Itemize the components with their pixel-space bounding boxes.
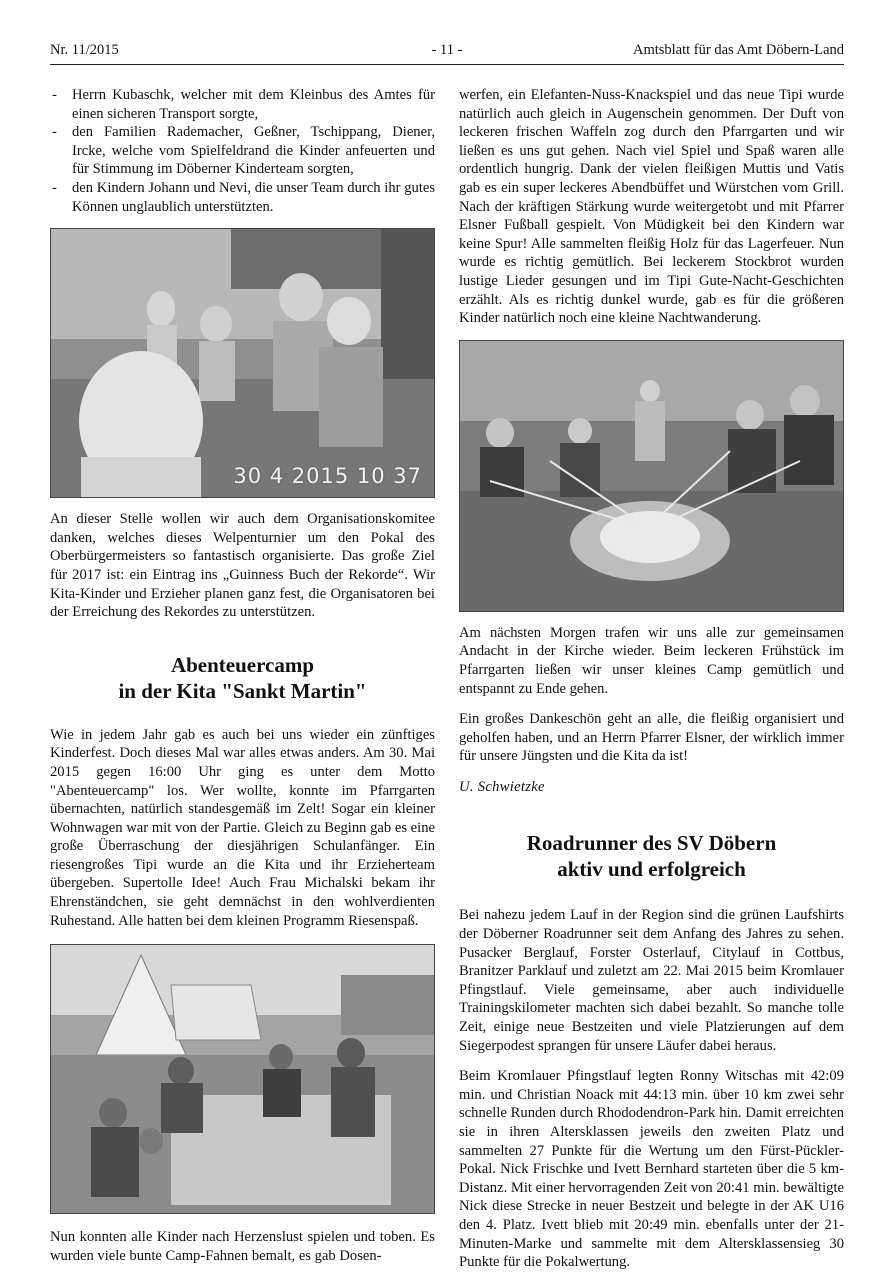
photo-campfire xyxy=(459,340,844,612)
play-paragraph: Nun konnten alle Kinder nach Herzenslust spielen und toben. Es wurden viele bunte Camp-Fahnen bemalt, es gab Dosen- xyxy=(50,1229,435,1264)
page-number: - 11 - xyxy=(431,42,463,58)
page-header xyxy=(50,40,844,65)
camp-title-line1: Abenteuercamp xyxy=(170,652,315,677)
camp-title-line2: in der Kita "Sankt Martin" xyxy=(118,678,367,703)
list-item: - Herrn Kubaschk, welcher mit dem Kleinbus des Amtes für einen sicheren Transport sorgte, xyxy=(50,86,435,123)
runner-title-line1: Roadrunner des SV Döbern xyxy=(526,831,777,856)
morning-paragraph: Am nächsten Morgen trafen wir uns alle zur gemeinsamen Andacht in der Kirche wieder. Beim leckeren Frühstück im Pfarrgarten ließen wir unser kleines Camp gemütlich und entspannt zu Ende gehen. xyxy=(459,624,844,697)
right-column xyxy=(459,86,844,1272)
runner-title xyxy=(459,830,844,882)
left-column xyxy=(50,86,435,1265)
thanks-list xyxy=(50,86,435,216)
camp-paragraph: Wie in jedem Jahr gab es auch bei uns wieder ein zünftiges Kinderfest. Doch dieses Mal war alles etwas anders. Am 30. Mai 2015 gegen 16:00 Uhr ging es unter dem Motto "Abenteuercamp" los. Wer wollte, konnte im Pfarrgarten übernachten, natürlich standesgemäß im Zelt! Sogar ein kleiner Wohnwagen war mit von der Partie. Gleich zu Beginn gab es eine große Überraschung der diesjährigen Schulanfänger. Ein riesengroßes Tipi wurde an die Kita und ihr Erzieherteam übergeben. Supertolle Idee! Auch Frau Michalski bekam ihr Ehrenständchen, sie geht demnächst in den wohlverdienten Ruhestand. Alle hatten bei dem kleinen Programm Riesenspaß. xyxy=(50,726,435,929)
list-item: - den Kindern Johann und Nevi, die unser Team durch ihr gutes Können unglaublich unterstützten. xyxy=(50,179,435,216)
organizer-thanks-paragraph: An dieser Stelle wollen wir auch dem Organisationskomitee danken, welches dieses Welpenturnier um den Pokal des Oberbürgermeisters so fantastisch organisierte. Das große Ziel für 2017 ist: ein Eintrag ins „Guinness Buch der Rekorde“. Wir Kita-Kinder und Erzieher planen ganz fest, die Organisatoren bei der Erreichung des Rekordes zu unterstützen. xyxy=(50,511,435,621)
list-item: - den Familien Rademacher, Geßner, Tschippang, Diener, Ircke, welche vom Spielfeldrand die Kinder anfeuerten und für Stimmung im Döberner Kinderteam sorgten, xyxy=(50,123,435,179)
camp-title xyxy=(50,652,435,704)
author-signature: U. Schwietzke xyxy=(459,778,545,795)
issue-number: Nr. 11/2015 xyxy=(50,42,119,58)
runner-paragraph-2: Beim Kromlauer Pfingstlauf legten Ronny Witschas mit 42:09 min. und Christian Noack mit 44:13 min. über 10 km zwei sehr schnelle Runden durch Rhododendron-Park hin. Damit erreichten sie in ihren Altersklassen jeweils den zweiten Platz und sammelten 27 Punkte für die Wertung um den Fürst-Pückler-Pokal. Nick Frischke und Ivett Bernhard starteten über die 5 km-Distanz. Mit einer hervorragenden Zeit von 20:41 min. bewältigte Nick diese Strecke in neuer Bestzeit und belegte in der AK U16 den 4. Platz. Ivett blieb mit 20:49 min. ebenfalls unter der 21-Minuten-Marke und sammelte mit dem Altersklassensieg 30 Punkte für die Pokalwertung. xyxy=(459,1068,845,1271)
camp-continued-paragraph: werfen, ein Elefanten-Nuss-Knackspiel und das neue Tipi wurde natürlich auch gleich in Augenschein genommen. Der Duft von leckeren frischen Waffeln zog durch den Pfarrgarten und wir ließen es uns gut gehen. Nach viel Spiel und Spaß waren alle ordentlich hungrig. Dank der vielen fleißigen Muttis und Vatis gab es ein super leckeres Abendbüffet und Würstchen vom Grill. Nach der kräftigen Stärkung wurde weitergetobt und mit Pfarrer Elsner Fußball gespielt. Von Müdigkeit bei den Kindern war keine Spur! Alle sammelten fleißig Holz für das Lagerfeuer. Nun wurde es richtig gemütlich. Bei leckerem Stockbrot wurden lustige Lieder gesungen und im Tipi Gute-Nacht-Geschichten erzählt. Als es richtig dunkel wurde, gab es für die größeren Kinder natürlich noch eine kleine Nachtwanderung. xyxy=(459,87,844,327)
runner-title-line2: aktiv und erfolgreich xyxy=(557,857,746,882)
publication-title: Amtsblatt für das Amt Döbern-Land xyxy=(632,42,844,58)
runner-paragraph-1: Bei nahezu jedem Lauf in der Region sind die grünen Laufshirts der Döberner Roadrunner seit dem Anfang des Jahres zu sehen. Pusacker Berglauf, Forster Osterlauf, Citylauf in Cottbus, Branitzer Parklauf und zuletzt am 22. Mai 2015 beim Kromlauer Pfingstlauf. Viele gemeinsame, aber auch individuelle Trainingskilometer machten sich dabei bezahlt. So manche tolle Zeit, einige neue Bestzeiten und viele Platzierungen auf dem Siegerpodest sprangen für unsere Läufer dabei heraus. xyxy=(459,907,844,1054)
photo-camp-garden xyxy=(50,944,435,1214)
photo-timestamp: 30 4 2015 10 37 xyxy=(233,463,422,488)
photo-children-tournament xyxy=(50,228,435,498)
thanks-paragraph: Ein großes Dankeschön geht an alle, die fleißig organisiert und geholfen haben, und an Herrn Pfarrer Elsner, der wirklich immer für unsere Jüngsten und die Kita da ist! xyxy=(459,711,844,765)
